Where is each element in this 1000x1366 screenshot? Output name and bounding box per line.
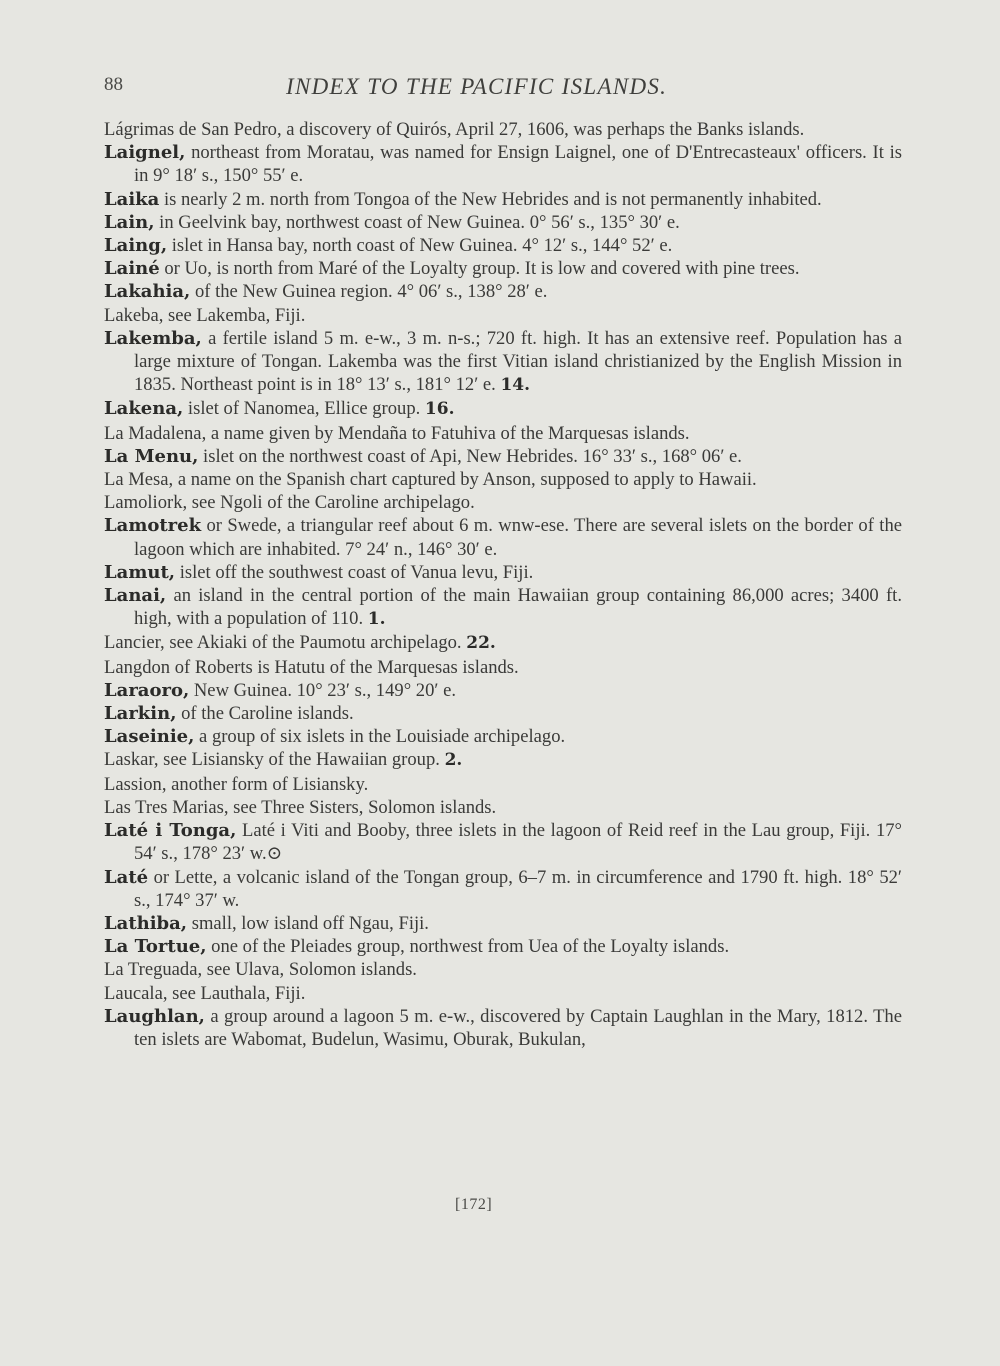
entry-text: , see Akiaki of the Paumotu archipelago. — [160, 632, 462, 654]
index-entry — [104, 491, 902, 514]
entry-text: , see Lauthala, Fiji. — [162, 982, 306, 1004]
signature-mark: [172] — [455, 1196, 493, 1213]
entry-term: Lancier — [104, 632, 161, 654]
index-entry — [104, 796, 902, 819]
index-entry — [104, 631, 902, 655]
index-entry — [104, 211, 902, 234]
plate-number: 16. — [424, 399, 455, 420]
index-entry — [104, 958, 902, 981]
page-number: 88 — [104, 74, 123, 95]
entry-text: New Guinea. 10° 23′ s., 149° 20′ e. — [189, 679, 456, 701]
index-entry — [104, 656, 902, 679]
entry-term: Langdon of Roberts — [104, 656, 253, 678]
entry-text: a group of six islets in the Louisiade archipelago. — [194, 726, 566, 748]
index-entry — [104, 725, 902, 748]
entry-term: Laseinie, — [104, 726, 195, 748]
entry-text: of the New Guinea region. 4° 06′ s., 138° 28′ e. — [190, 281, 548, 303]
plate-number: 1. — [367, 609, 386, 630]
index-entry — [104, 773, 902, 796]
plate-number: 22. — [466, 633, 496, 654]
index-entry — [104, 280, 902, 303]
entry-text: northeast from Moratau, was named for Ensign Laignel, one of D'Entrecasteaux' officers. It is in 9° 18′ s., 150° 55′ e. — [134, 142, 902, 187]
index-entry — [104, 468, 902, 491]
entry-text: small, low island off Ngau, Fiji. — [187, 912, 429, 934]
entry-term: Lakemba, — [104, 327, 202, 349]
index-entry — [104, 584, 902, 631]
entry-text: , see Three Sisters, Solomon islands. — [223, 796, 497, 818]
entry-term: Laughlan, — [104, 1005, 205, 1027]
entry-term: Laucala — [104, 982, 163, 1004]
entry-text: , see Ulava, Solomon islands. — [197, 959, 417, 981]
entry-term: Lanai, — [104, 585, 167, 607]
index-entry — [104, 561, 902, 584]
entry-term: Laté i Tonga, — [104, 820, 237, 842]
running-title: INDEX TO THE PACIFIC ISLANDS. — [286, 74, 668, 99]
plate-number: 2. — [444, 750, 463, 771]
entry-term: Laika — [104, 188, 160, 210]
index-entry — [104, 234, 902, 257]
entry-text: , see Lisiansky of the Hawaiian group. — [153, 749, 440, 771]
entry-text: one of the Pleiades group, northwest from Uea of the Loyalty islands. — [206, 936, 730, 958]
entry-term: Lakahia, — [104, 281, 191, 303]
entry-term: La Mesa — [104, 469, 169, 491]
entry-text: a group around a lagoon 5 m. e-w., discovered by Captain Laughlan in the Mary, 1812. The ten islets are Wabomat, Budelun, Wasimu, Oburak, Bukulan, — [134, 1005, 902, 1050]
entry-term: Lágrimas de San Pedro — [104, 119, 277, 140]
plate-number: 14. — [500, 375, 531, 396]
entry-text: or Uo, is north from Maré of the Loyalty group. It is low and covered with pine trees. — [159, 258, 800, 280]
index-entry — [104, 702, 902, 725]
index-entry — [104, 982, 902, 1005]
entry-term: Laing, — [104, 235, 168, 257]
index-entry — [104, 679, 902, 702]
entry-term: Lakena, — [104, 398, 184, 420]
entry-text: or Swede, a triangular reef about 6 m. wnw-ese. There are several islets on the border of the lagoon which are inhabited. 7° 24′ n., 146° 30′ e. — [134, 515, 902, 560]
index-entry — [104, 188, 902, 211]
index-entry — [104, 445, 902, 468]
entry-text: of the Caroline islands. — [176, 703, 354, 725]
index-entry — [104, 327, 902, 398]
entry-term: Laraoro, — [104, 679, 190, 701]
entry-term: Lain, — [104, 211, 155, 233]
index-entry — [104, 304, 902, 327]
index-entry — [104, 866, 902, 912]
entry-term: La Tortue, — [104, 936, 207, 958]
entry-term: Lassion — [104, 773, 162, 795]
entry-term: Laignel, — [104, 142, 186, 164]
page-header — [104, 74, 904, 104]
entry-term: La Menu, — [104, 445, 199, 467]
index-entry — [104, 141, 902, 187]
entry-text: , see Lakemba, Fiji. — [158, 304, 306, 326]
index-entry — [104, 422, 902, 445]
entry-term: Lathiba, — [104, 912, 188, 934]
entry-text: islet of Nanomea, Ellice group. — [183, 398, 421, 420]
entry-term: Lamotrek — [104, 515, 202, 537]
entry-text: or Lette, a volcanic island of the Tongan group, 6–7 m. in circumference and 1790 ft. high. 18° 52′ s., 174° 37′ w. — [134, 866, 902, 911]
entry-text: , a name given by Mendaña to Fatuhiva of the Marquesas islands. — [201, 422, 690, 444]
index-entry — [104, 118, 902, 141]
entry-term: Lamoliork — [104, 492, 183, 514]
entry-term: Laté — [104, 866, 149, 888]
entry-text: islet on the northwest coast of Api, New Hebrides. 16° 33′ s., 168° 06′ e. — [198, 445, 742, 467]
entry-term: Larkin, — [104, 703, 177, 725]
entry-text: is nearly 2 m. north from Tongoa of the New Hebrides and is not permanently inhabited. — [159, 188, 822, 210]
entry-term: Las Tres Marias — [104, 796, 224, 818]
entry-term: La Madalena — [104, 422, 202, 444]
index-entry — [104, 257, 902, 280]
index-entry — [104, 819, 902, 865]
entry-term: La Treguada — [104, 959, 198, 981]
entry-text: , another form of Lisiansky. — [161, 773, 369, 795]
index-entry — [104, 912, 902, 935]
entry-text: is Hatutu of the Marquesas islands. — [252, 656, 519, 678]
entry-text: , a name on the Spanish chart captured by Anson, supposed to apply to Hawaii. — [168, 469, 757, 491]
index-entry — [104, 935, 902, 958]
entry-text: Laté i Viti and Booby, three islets in the lagoon of Reid reef in the Lau group, Fiji. 17° 54′ s., 178° 23′ w.⊙ — [134, 820, 902, 865]
index-entry — [104, 397, 902, 421]
entry-text: in Geelvink bay, northwest coast of New Guinea. 0° 56′ s., 135° 30′ e. — [154, 211, 680, 233]
index-entry — [104, 748, 902, 772]
entry-text: , see Ngoli of the Caroline archipelago. — [182, 492, 475, 514]
entry-term: Lamut, — [104, 561, 176, 583]
entry-text: islet in Hansa bay, north coast of New Guinea. 4° 12′ s., 144° 52′ e. — [167, 235, 673, 257]
entry-term: Laskar — [104, 749, 154, 771]
index-entry — [104, 514, 902, 560]
entry-text: an island in the central portion of the main Hawaiian group containing 86,000 acres; 3400 ft. high, with a population of 110. — [134, 585, 902, 630]
entry-term: Lakeba — [104, 304, 159, 326]
entry-term: Lainé — [104, 258, 160, 280]
entry-text: islet off the southwest coast of Vanua levu, Fiji. — [175, 561, 534, 583]
entry-text: , a discovery of Quirós, April 27, 1606, was perhaps the Banks islands. — [276, 119, 805, 140]
index-entry — [104, 1005, 902, 1051]
index-entries — [104, 118, 902, 1051]
entry-text: a fertile island 5 m. e-w., 3 m. n-s.; 720 ft. high. It has an extensive reef. Population has a large mixture of Tongan. Lakemba was the first Vitian island christianized by the English Mission in 1835. Northeast point is in 18° 13′ s., 181° 12′ e. — [134, 327, 902, 396]
